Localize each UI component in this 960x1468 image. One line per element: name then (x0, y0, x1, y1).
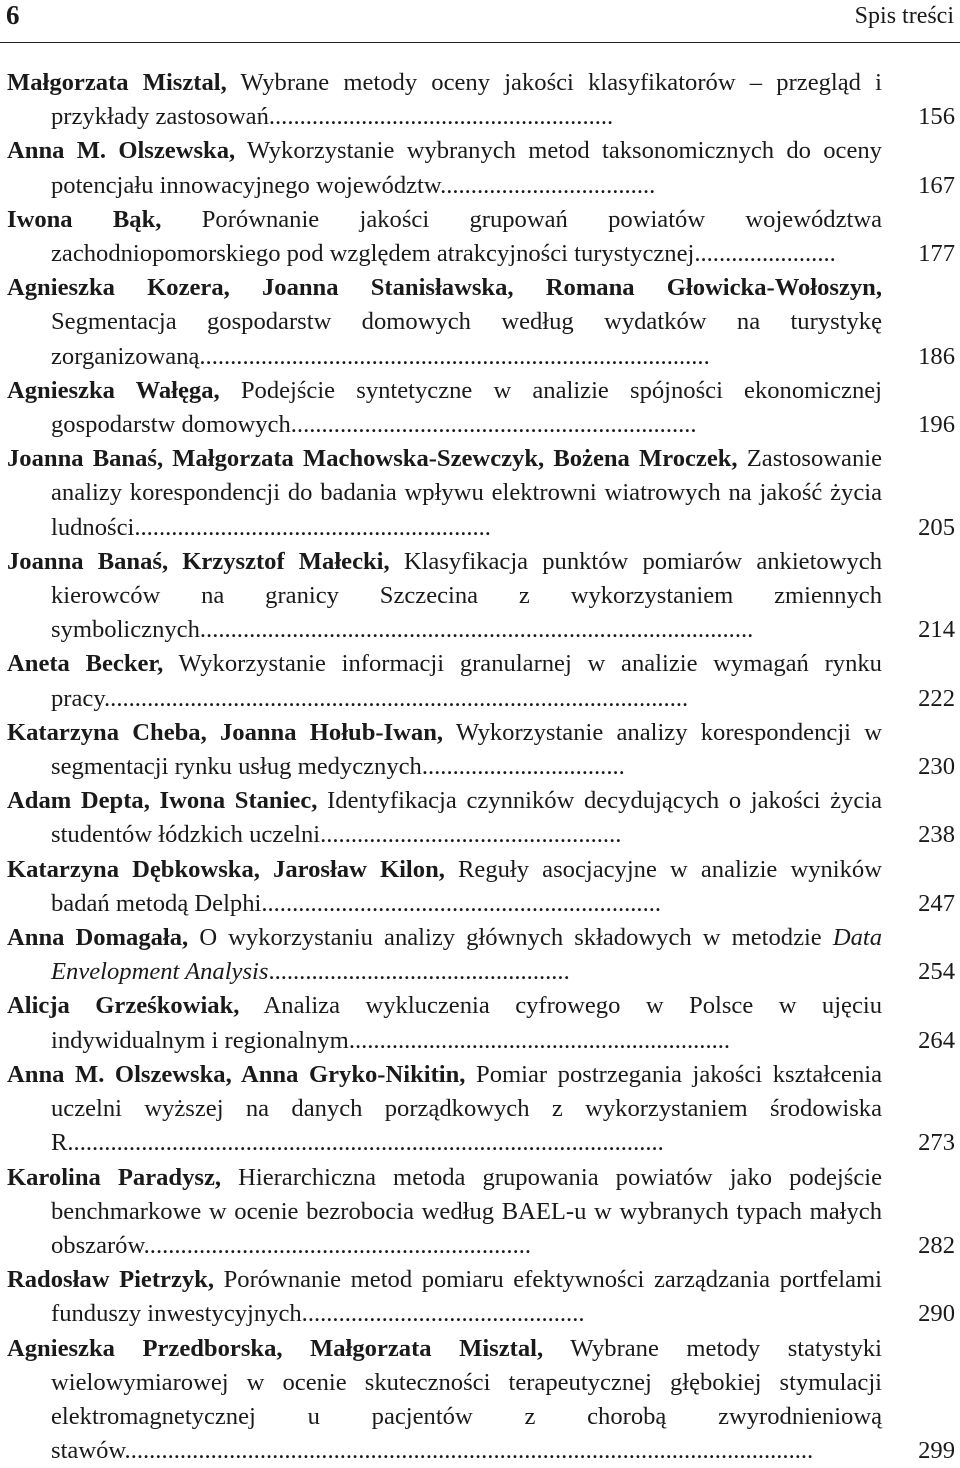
toc-entry[interactable] (7, 134, 955, 202)
dot-leader: .............................................................. (348, 1026, 731, 1054)
toc-entry[interactable] (7, 374, 955, 442)
entry-authors: Aneta Becker, (7, 650, 164, 678)
entry-authors: Iwona Bąk, (7, 205, 162, 233)
dot-leader: ................................................................................... (199, 342, 710, 370)
toc-entry[interactable] (7, 442, 955, 545)
entry-title: Wykorzystanie informacji granularnej w analizie wymagań rynku pracy (51, 650, 882, 712)
entry-text (7, 134, 882, 202)
dot-leader: ................................................................................................. (67, 1129, 664, 1157)
toc-entry[interactable] (7, 647, 955, 715)
toc-entry[interactable] (7, 716, 955, 784)
entry-page-number: 222 (918, 684, 955, 712)
entry-title: Klasyfikacja punktów pomiarów ankietowych kierowców na granicy Szczecina z wykorzystaniem zmiennych symbolicznych (51, 547, 882, 644)
toc-entry[interactable] (7, 921, 955, 989)
entry-authors: Agnieszka Kozera, Joanna Stanisławska, Romana Głowicka-Wołoszyn, (7, 274, 882, 302)
entry-text (7, 374, 882, 442)
toc-entry[interactable] (7, 1058, 955, 1161)
dot-leader: ................................................. (320, 821, 622, 849)
entry-page-number: 214 (918, 616, 955, 644)
entry-authors: Anna M. Olszewska, Anna Gryko-Nikitin, (7, 1060, 466, 1088)
entry-page-number: 196 (918, 411, 955, 439)
page-header (0, 0, 960, 43)
entry-text (7, 716, 882, 784)
entry-title: Porównanie metod pomiaru efektywności zarządzania portfelami funduszy inwestycyjnych (51, 1266, 882, 1328)
entry-text (7, 442, 882, 545)
dot-leader: ................................................................................................................ (124, 1437, 814, 1465)
entry-text (7, 1161, 882, 1264)
entry-authors: Katarzyna Cheba, Joanna Hołub-Iwan, (7, 718, 444, 746)
entry-page-number: 290 (918, 1300, 955, 1328)
entry-text (7, 203, 882, 271)
entry-authors: Anna M. Olszewska, (7, 137, 236, 165)
dot-leader: ................................. (421, 753, 625, 781)
entry-title: Wykorzystanie analizy korespondencji w segmentacji rynku usług medycznych (51, 718, 882, 781)
toc-entry[interactable] (7, 853, 955, 921)
dot-leader: ................................................................. (261, 889, 662, 917)
entry-page-number: 230 (918, 753, 955, 781)
entry-title: Hierarchiczna metoda grupowania powiatów jako podejście benchmarkowe w ocenie bezrobocia według BAEL-u w wybranych typach małych obszarów (51, 1163, 882, 1259)
entry-page-number: 186 (918, 342, 955, 370)
entry-page-number: 205 (918, 513, 955, 541)
entry-title: Wykorzystanie wybranych metod taksonomicznych do oceny potencjału innowacyjnego województw (51, 137, 882, 199)
entry-title: Wybrane metody statystyki wielowymiarowej w ocenie skuteczności terapeutycznej głębokiej stymulacji elektromagnetycznej u pacjentów z chorobą zwyrodnieniową stawów (51, 1334, 882, 1465)
entry-authors: Karolina Paradysz, (7, 1163, 222, 1191)
toc-entry[interactable] (7, 1332, 955, 1468)
dot-leader: ............................................................................................... (104, 684, 689, 712)
dot-leader: .................................................................. (290, 411, 697, 439)
entry-title: Identyfikacja czynników decydujących o jakości życia studentów łódzkich uczelni (51, 787, 882, 849)
entry-page-number: 254 (918, 958, 955, 986)
entry-title: Wybrane metody oceny jakości klasyfikatorów – przegląd i przykłady zastosowań (51, 69, 882, 131)
entry-text (7, 989, 882, 1057)
entry-text (7, 784, 882, 852)
entry-text (7, 921, 882, 989)
toc-entry[interactable] (7, 989, 955, 1057)
toc-entry[interactable] (7, 271, 955, 374)
entry-authors: Alicja Grześkowiak, (7, 992, 240, 1020)
toc-entry[interactable] (7, 1263, 955, 1331)
entry-text (7, 853, 882, 921)
entry-authors: Agnieszka Wałęga, (7, 376, 220, 404)
entry-page-number: 177 (918, 240, 955, 268)
running-head: Spis treści (854, 3, 954, 29)
entry-authors: Katarzyna Dębkowska, Jarosław Kilon, (7, 855, 445, 883)
entry-text (7, 66, 882, 134)
dot-leader: .......................................................... (134, 513, 491, 541)
dot-leader: ............................................................... (143, 1231, 532, 1259)
entry-text (7, 1058, 882, 1161)
toc-entry[interactable] (7, 784, 955, 852)
entry-title: Pomiar postrzegania jakości kształcenia uczelni wyższej na danych porządkowych z wykorzystaniem środowiska R (51, 1060, 882, 1157)
entry-page-number: 273 (918, 1129, 955, 1157)
entry-title: Segmentacja gospodarstw domowych według wydatków na turystykę zorganizowaną (51, 308, 882, 370)
entry-text (7, 647, 882, 715)
toc-entry[interactable] (7, 66, 955, 134)
entry-text (7, 1332, 882, 1468)
entry-page-number: 247 (918, 889, 955, 917)
entry-page-number: 238 (918, 821, 955, 849)
entry-authors: Adam Depta, Iwona Staniec, (7, 787, 318, 815)
entry-title: Reguły asocjacyjne w analizie wyników badań metodą Delphi (51, 855, 882, 917)
dot-leader: ....................... (694, 240, 836, 268)
dot-leader: .......................................................................................... (199, 616, 754, 644)
entry-title: Analiza wykluczenia cyfrowego w Polsce w ujęciu indywidualnym i regionalnym (51, 992, 883, 1054)
entry-text (7, 271, 882, 374)
dot-leader: .............................................. (301, 1300, 585, 1328)
entry-title: Porównanie jakości grupowań powiatów województwa zachodniopomorskiego pod względem atrakcyjności turystycznej (51, 205, 882, 268)
dot-leader: ........................................................ (268, 103, 614, 131)
entry-authors: Małgorzata Misztal, (7, 69, 227, 96)
entry-title-italic: Data Envelopment Analysis (51, 924, 883, 986)
entry-page-number: 264 (918, 1026, 955, 1054)
entry-text (7, 545, 882, 648)
entry-authors: Joanna Banaś, Krzysztof Małecki, (7, 547, 390, 575)
entry-title: Podejście syntetyczne w analizie spójności ekonomicznej gospodarstw domowych (51, 376, 882, 439)
toc-entry[interactable] (7, 1161, 955, 1264)
toc-entry[interactable] (7, 545, 955, 648)
table-of-contents (7, 66, 955, 1468)
entry-authors: Anna Domagała, (7, 924, 189, 952)
toc-entry[interactable] (7, 203, 955, 271)
entry-title: O wykorzystaniu analizy głównych składowych w metodzie (199, 924, 822, 952)
entry-authors: Joanna Banaś, Małgorzata Machowska-Szewczyk, Bożena Mroczek, (7, 445, 738, 473)
entry-page-number: 167 (918, 171, 955, 199)
entry-title: Zastosowanie analizy korespondencji do badania wpływu elektrowni wiatrowych na jakość życia ludności (51, 445, 882, 541)
entry-authors: Agnieszka Przedborska, Małgorzata Misztal, (7, 1334, 544, 1362)
entry-page-number: 282 (918, 1231, 955, 1259)
entry-page-number: 156 (918, 103, 955, 131)
dot-leader: ................................................. (268, 958, 570, 986)
entry-page-number: 299 (918, 1437, 955, 1465)
entry-authors: Radosław Pietrzyk, (7, 1266, 214, 1294)
dot-leader: ................................... (440, 171, 656, 199)
entry-text (7, 1263, 882, 1331)
page-number: 6 (6, 0, 20, 30)
